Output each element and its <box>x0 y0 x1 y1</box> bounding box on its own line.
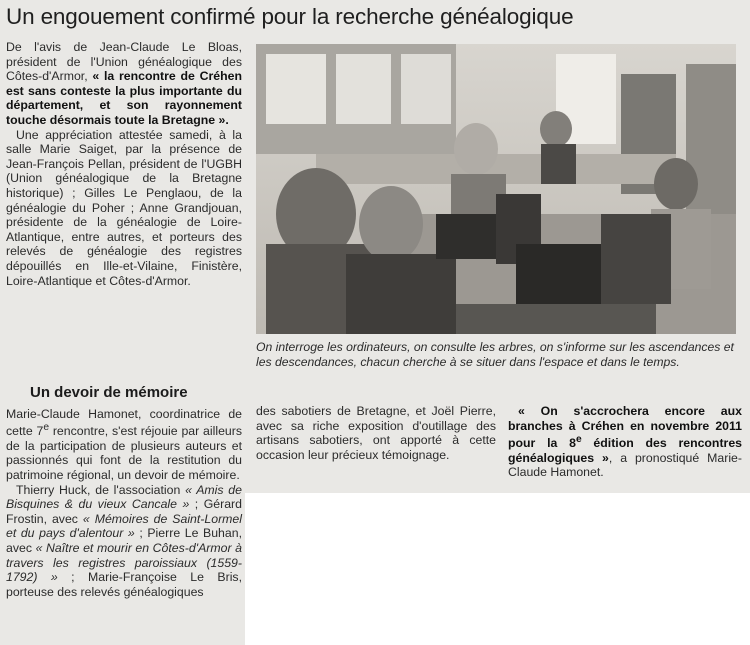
paragraph-3 <box>6 407 242 483</box>
paragraph-4-text-3: ; Pierre Le Buhan, avec <box>6 526 242 556</box>
intro-quote: « la rencontre de Créhen est sans conteste la plus importante du département, et son rayonnement touche désormais toute la Bretagne ». <box>6 69 242 127</box>
photo-caption: On interroge les ordinateurs, on consulte les arbres, on s'informe sur les ascendances et les descendances, chacun cherche à se situer dans l'espace et dans le temps. <box>256 340 734 370</box>
paragraph-2: Une appréciation attestée samedi, à la salle Marie Saiget, par la présence de Jean-François Pellan, président de l'UGBH (Union généalogique de la Bretagne historique) ; Gilles Le Penglaou, de la généalogie du Poher ; Anne Grandjouan, présidente de la généalogie de Loire-Atlantique, entre autres, et porteurs des relevés de généalogie des registres dépouillés en Ille-et-Vilaine, Finistère, Loire-Atlantique et Côtes-d'Armor. <box>6 127 242 288</box>
article-column-3 <box>508 404 742 480</box>
article-column-1 <box>6 40 242 288</box>
photo-illustration <box>256 44 736 334</box>
intro-lead: De l'avis de Jean-Claude Le Bloas, président de l'Union généalogique des Côtes-d'Armor, <box>6 40 242 84</box>
article-headline: Un engouement confirmé pour la recherche généalogique <box>6 4 574 29</box>
paragraph-3-part-a: Marie-Claude Hamonet, coordinatrice de cette 7 <box>6 406 242 439</box>
paragraph-3-part-b: rencontre, s'est réjouie par ailleurs de la participation de plusieurs auteurs et passionnés qui font de la restitution du patrimoine régional, un devoir de mémoire. <box>6 424 242 483</box>
closing-paragraph <box>508 404 742 480</box>
subheading: Un devoir de mémoire <box>30 384 188 401</box>
closing-quote-part-a: « On s'accrochera encore aux branches à Créhen en novembre 2011 pour la 8 <box>508 404 742 451</box>
article-photo <box>256 44 736 334</box>
intro-paragraph <box>6 40 242 128</box>
book-title-1: « Amis de Bisquines & du vieux Cancale » <box>6 482 242 512</box>
ordinal-superscript: e <box>43 422 50 434</box>
closing-attribution: , a pronostiqué Marie-Claude Hamonet. <box>508 450 742 480</box>
paragraph-4 <box>6 483 242 600</box>
closing-quote-part-b: édition des rencontres généalogiques » <box>508 436 743 465</box>
closing-ordinal-superscript: e <box>575 434 582 446</box>
article-column-2: des sabotiers de Bretagne, et Joël Pierre, avec sa riche exposition d'outillage des artisans sabotiers, ont apporté à cette occasion leur précieux témoignage. <box>256 404 496 462</box>
paragraph-4-text-1: Thierry Huck, de l'association <box>16 482 186 497</box>
book-title-3: « Naître et mourir en Côtes-d'Armor à travers les registres paroissiaux (1559-1792) » <box>6 541 242 585</box>
article-column-1-lower <box>6 380 242 599</box>
book-title-2: « Mémoires de Saint-Lormel et du pays d'alentour » <box>6 511 242 541</box>
paragraph-4-text-2: ; Gérard Frostin, avec <box>6 497 242 526</box>
paragraph-4-text-4: ; Marie-Françoise Le Bris, porteuse des relevés généalogiques <box>6 570 242 599</box>
